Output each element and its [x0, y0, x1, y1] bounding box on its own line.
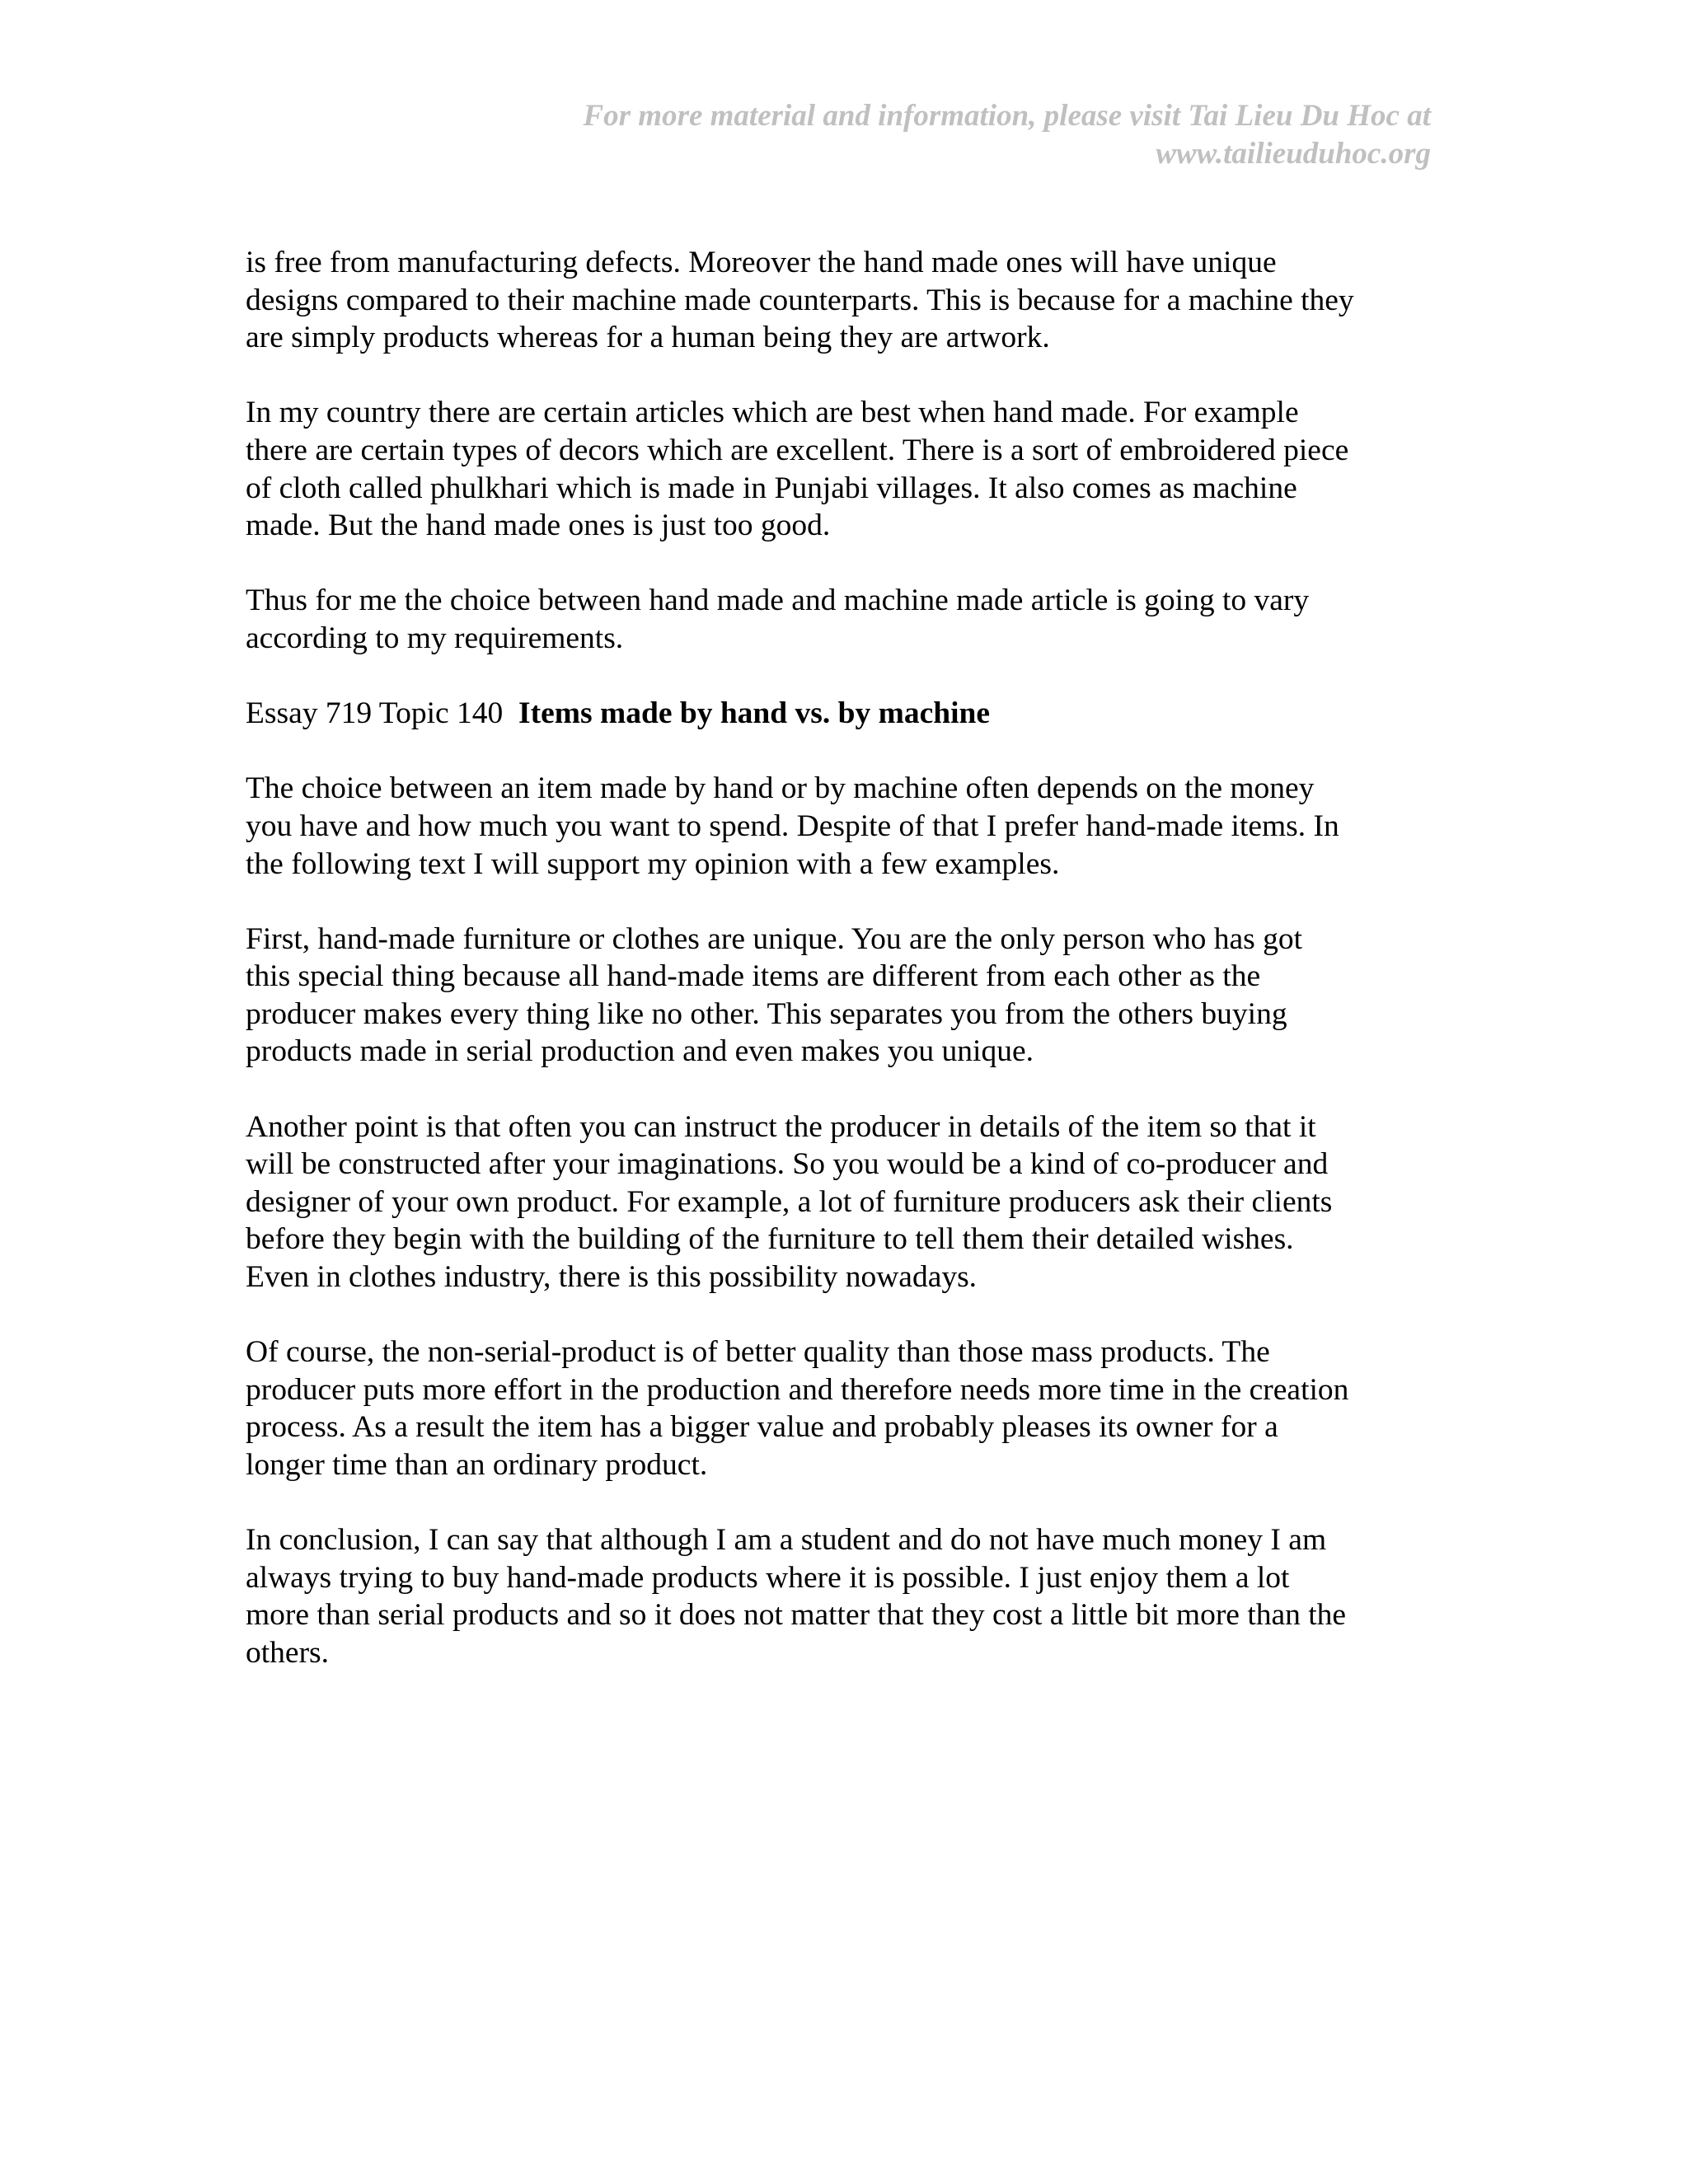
paragraph [246, 394, 1449, 544]
paragraph-line: there are certain types of decors which are excellent. There is a sort of embroidered piece [246, 433, 1349, 467]
paragraph-line: producer makes every thing like no other. This separates you from the others buying [246, 996, 1287, 1031]
paragraph-line: more than serial products and so it does not matter that they cost a little bit more than the [246, 1598, 1347, 1633]
header-line-1: For more material and information, please visit Tai Lieu Du Hoc at [583, 99, 1431, 133]
document-body [246, 244, 1449, 1709]
paragraph [246, 582, 1449, 657]
paragraph-line: you have and how much you want to spend. Despite of that I prefer hand-made items. In [246, 808, 1339, 843]
header-url: www.tailieuduhoc.org [1156, 137, 1431, 171]
paragraph-line: according to my requirements. [246, 621, 624, 655]
paragraph-line: others. [246, 1635, 330, 1670]
paragraph-line: producer puts more effort in the production and therefore needs more time in the creation [246, 1372, 1349, 1407]
paragraph-line: will be constructed after your imaginations. So you would be a kind of co-producer and [246, 1147, 1329, 1182]
paragraph-line: before they begin with the building of the furniture to tell them their detailed wishes. [246, 1222, 1294, 1257]
page-header [359, 97, 1431, 173]
paragraph-line: process. As a result the item has a bigger value and probably pleases its owner for a [246, 1410, 1278, 1445]
paragraph-line: designs compared to their machine made counterparts. This is because for a machine they [246, 283, 1354, 317]
paragraph-line: First, hand-made furniture or clothes are unique. You are the only person who has got [246, 921, 1303, 956]
paragraph-line: Even in clothes industry, there is this possibility nowadays. [246, 1260, 978, 1295]
paragraph-line: is free from manufacturing defects. Moreover the hand made ones will have unique [246, 246, 1277, 279]
essay-topic-number: Essay 719 Topic 140 [246, 696, 504, 731]
paragraph-line: Another point is that often you can instruct the producer in details of the item so that it [246, 1109, 1316, 1144]
paragraph [246, 1521, 1449, 1671]
paragraph-line: products made in serial production and even makes you unique. [246, 1034, 1034, 1069]
essay-topic-title: Items made by hand vs. by machine [518, 696, 990, 731]
paragraph-line: the following text I will support my opinion with a few examples. [246, 846, 1060, 881]
paragraph [246, 244, 1449, 357]
paragraph [246, 1108, 1449, 1296]
paragraph-line: The choice between an item made by hand or by machine often depends on the money [246, 771, 1315, 806]
paragraph-line: In my country there are certain articles which are best when hand made. For example [246, 396, 1299, 430]
paragraph-line: made. But the hand made ones is just too good. [246, 509, 831, 543]
paragraph-line: In conclusion, I can say that although I am a student and do not have much money I am [246, 1523, 1327, 1558]
paragraph-line: Of course, the non-serial-product is of better quality than those mass products. The [246, 1335, 1270, 1370]
paragraph-line: always trying to buy hand-made products where it is possible. I just enjoy them a lot [246, 1560, 1290, 1595]
paragraph-line: longer time than an ordinary product. [246, 1448, 708, 1482]
paragraph-line: designer of your own product. For example, a lot of furniture producers ask their clients [246, 1184, 1333, 1219]
paragraph-line: of cloth called phulkhari which is made in Punjabi villages. It also comes as machine [246, 471, 1297, 505]
paragraph-line: Thus for me the choice between hand made and machine made article is going to vary [246, 583, 1310, 618]
previous-essay-continuation [246, 244, 1449, 658]
paragraph [246, 770, 1449, 883]
essay-heading [246, 695, 1449, 733]
paragraph [246, 921, 1449, 1071]
paragraph-line: are simply products whereas for a human being they are artwork. [246, 321, 1050, 355]
paragraph-line: this special thing because all hand-made items are different from each other as the [246, 959, 1261, 994]
essay-body [246, 770, 1449, 1671]
paragraph [246, 1333, 1449, 1483]
